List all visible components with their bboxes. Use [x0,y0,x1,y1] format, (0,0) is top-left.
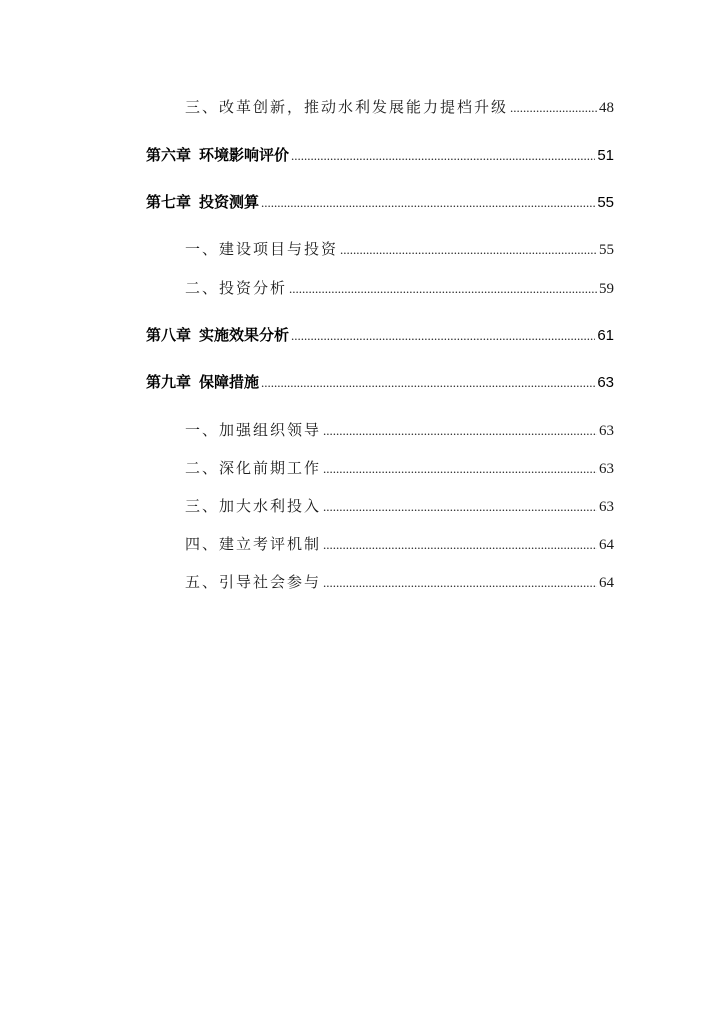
toc-entry-section[interactable] [185,417,614,443]
toc-page-number: 63 [599,423,614,439]
toc-dot-leader [261,190,595,216]
chapter-number: 第七章 [146,193,192,211]
toc-entry-section[interactable] [185,531,614,557]
toc-entry-section[interactable] [185,275,614,301]
toc-entry-section[interactable] [185,493,614,519]
toc-dot-leader [291,143,595,169]
chapter-title: 环境影响评价 [199,146,290,164]
toc-entry-title: 三、改革创新，推动水利发展能力提档升级 [185,98,509,116]
toc-page-number: 61 [597,327,614,344]
toc-entry-section[interactable] [185,455,614,481]
toc-entry-title: 三、加大水利投入 [185,497,322,515]
toc-entry-title: 二、投资分析 [185,279,288,297]
toc-dot-leader [323,570,597,596]
chapter-title: 保障措施 [199,373,260,391]
toc-entry-title: 二、深化前期工作 [185,459,322,477]
toc-dot-leader [289,276,597,302]
toc-dot-leader [323,456,597,482]
toc-entry-section[interactable] [185,236,614,262]
toc-dot-leader [340,237,597,263]
toc-entry-chapter[interactable] [146,189,614,215]
toc-page-number: 63 [599,499,614,515]
toc-entry-title [146,369,259,395]
toc-dot-leader [323,418,597,444]
toc-dot-leader [323,494,597,520]
toc-entry-title: 四、建立考评机制 [185,535,322,553]
toc-entry-section[interactable] [185,569,614,595]
toc-entry-section[interactable] [185,94,614,120]
toc-entry-chapter[interactable] [146,369,614,395]
toc-dot-leader [323,532,597,558]
toc-page-number: 64 [599,575,614,591]
toc-page-number: 64 [599,537,614,553]
toc-entry-chapter[interactable] [146,142,614,168]
toc-dot-leader [261,370,595,396]
toc-entry-title [146,189,259,215]
chapter-title: 投资测算 [199,193,260,211]
chapter-number: 第九章 [146,373,192,391]
toc-entry-chapter[interactable] [146,322,614,348]
chapter-number: 第八章 [146,326,192,344]
toc-page-number: 63 [599,461,614,477]
chapter-title: 实施效果分析 [199,326,290,344]
chapter-number: 第六章 [146,146,192,164]
toc-entry-title: 五、引导社会参与 [185,573,322,591]
toc-entry-title: 一、加强组织领导 [185,421,322,439]
toc-entry-title: 一、建设项目与投资 [185,240,339,258]
toc-page-number: 55 [597,194,614,211]
toc-page-number: 63 [597,374,614,391]
toc-page-number: 59 [599,281,614,297]
toc-page-number: 51 [597,147,614,164]
toc-dot-leader [510,95,597,121]
toc-entry-title [146,322,289,348]
toc-dot-leader [291,323,595,349]
toc-page-number: 55 [599,242,614,258]
toc-entry-title [146,142,289,168]
toc-page-number: 48 [599,100,614,116]
